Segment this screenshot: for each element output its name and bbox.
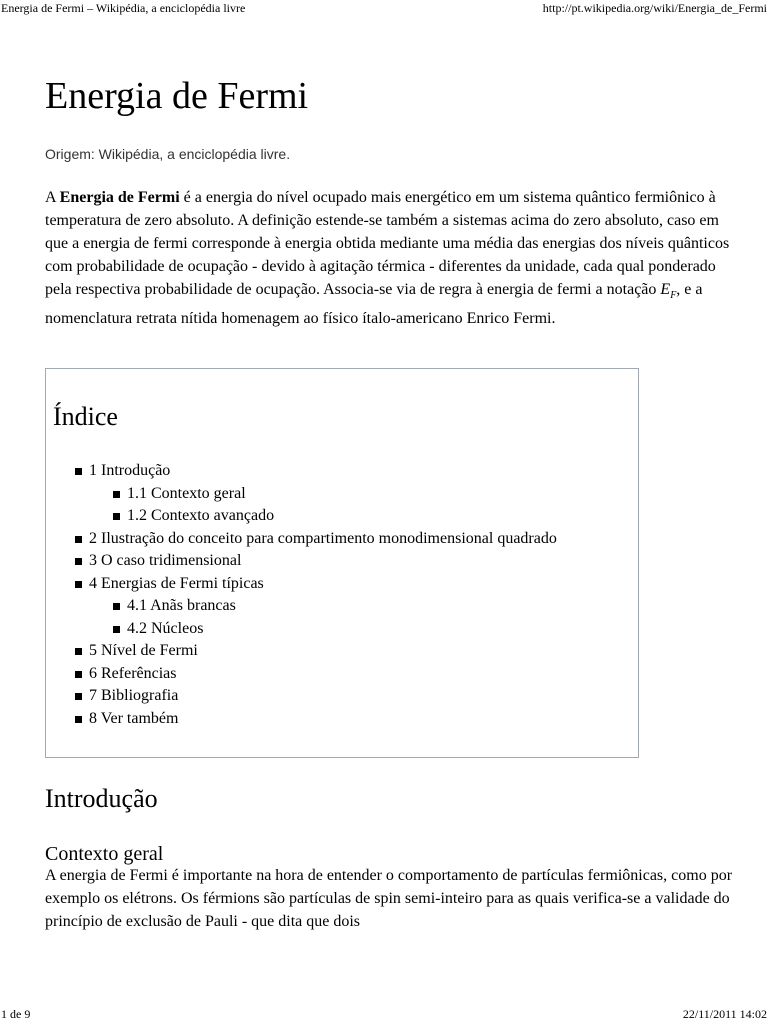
toc-item-label[interactable]: 4 Energias de Fermi típicas: [89, 574, 264, 592]
toc-item-label[interactable]: 6 Referências: [89, 664, 177, 682]
print-header-title: Energia de Fermi – Wikipédia, a enciclopédia livre: [1, 1, 246, 15]
toc-item[interactable]: [75, 528, 557, 551]
toc-title: Índice: [53, 402, 118, 431]
toc-item[interactable]: [113, 618, 557, 641]
bullet-icon: [75, 468, 82, 475]
bullet-icon: [75, 671, 82, 678]
intro-paragraph: [45, 186, 735, 330]
math-base: E: [660, 281, 671, 298]
toc-item-label[interactable]: 7 Bibliografia: [89, 687, 179, 704]
toc-item-label[interactable]: 1 Introdução: [89, 462, 171, 479]
bullet-icon: [75, 693, 82, 700]
section-heading-introducao: Introdução: [45, 784, 158, 813]
toc-item[interactable]: [113, 595, 557, 618]
bullet-icon: [75, 558, 82, 565]
toc-item-label[interactable]: 2 Ilustração do conceito para compartimento monodimensional quadrado: [89, 529, 557, 547]
toc-item[interactable]: [75, 685, 557, 708]
contexto-geral-paragraph: A energia de Fermi é importante na hora de entender o comportamento de partículas fermiônicas, como por exemplo os elétrons. Os férmions são partículas de spin semi-inteiro para as quais verifica-se a validade do princípio de exclusão de Pauli - que dita que dois: [45, 867, 733, 930]
subsection-heading-contexto-geral: Contexto geral: [45, 843, 164, 865]
toc-item-label[interactable]: 4.1 Anãs brancas: [127, 597, 236, 614]
bullet-icon: [75, 581, 82, 588]
toc-item-label[interactable]: 1.2 Contexto avançado: [127, 507, 275, 524]
print-footer: [0, 1006, 768, 1022]
page-title: Energia de Fermi: [45, 75, 309, 117]
math-sub: F: [670, 290, 677, 302]
toc-item[interactable]: [113, 505, 557, 528]
bullet-icon: [113, 513, 120, 520]
print-header-url: http://pt.wikipedia.org/wiki/Energia_de_Fermi: [542, 1, 767, 15]
toc-item[interactable]: [75, 663, 557, 686]
site-subtitle: Origem: Wikipédia, a enciclopédia livre.: [45, 146, 291, 162]
bullet-icon: [113, 491, 120, 498]
print-footer-date: 22/11/2011 14:02: [682, 1007, 767, 1021]
intro-text-1: é a energia do nível ocupado mais energético em um sistema quântico fermiônico à temperatura de zero absoluto. A definição estende-se também a sistemas acima do zero absoluto, caso em que a energia de fermi corresponde à energia obtida mediante uma média das energias dos níveis quânticos com probabilidade de ocupação - devido à agitação térmica - diferentes da unidade, cada qual ponderado pela respectiva probabilidade de ocupação. Associa-se via de regra à energia de fermi a notação: [45, 189, 730, 298]
toc-item[interactable]: [75, 550, 557, 573]
toc-item[interactable]: [75, 640, 557, 663]
toc-item-label[interactable]: 1.1 Contexto geral: [127, 484, 246, 502]
toc-item-label[interactable]: 3 O caso tridimensional: [89, 552, 242, 569]
toc-item[interactable]: [113, 483, 557, 506]
toc-item[interactable]: [75, 573, 557, 596]
toc-item-label[interactable]: 8 Ver também: [89, 709, 179, 727]
fermi-energy-symbol: [660, 281, 677, 302]
bullet-icon: [75, 536, 82, 543]
toc-list: [75, 460, 557, 730]
intro-prefix: A: [45, 189, 60, 206]
bullet-icon: [113, 626, 120, 633]
toc-item-label[interactable]: 5 Nível de Fermi: [89, 642, 198, 659]
toc-item-label[interactable]: 4.2 Núcleos: [127, 619, 204, 637]
toc-item[interactable]: [75, 460, 557, 483]
print-footer-page: 1 de 9: [1, 1007, 31, 1021]
bullet-icon: [113, 603, 120, 610]
intro-text-2: , e a nomenclatura retrata nítida homenagem ao físico ítalo-americano Enrico Fermi.: [45, 281, 703, 328]
toc-item[interactable]: [75, 708, 557, 731]
intro-bold-term: Energia de Fermi: [59, 189, 180, 206]
bullet-icon: [75, 648, 82, 655]
bullet-icon: [75, 716, 82, 723]
print-header: [0, 0, 768, 16]
